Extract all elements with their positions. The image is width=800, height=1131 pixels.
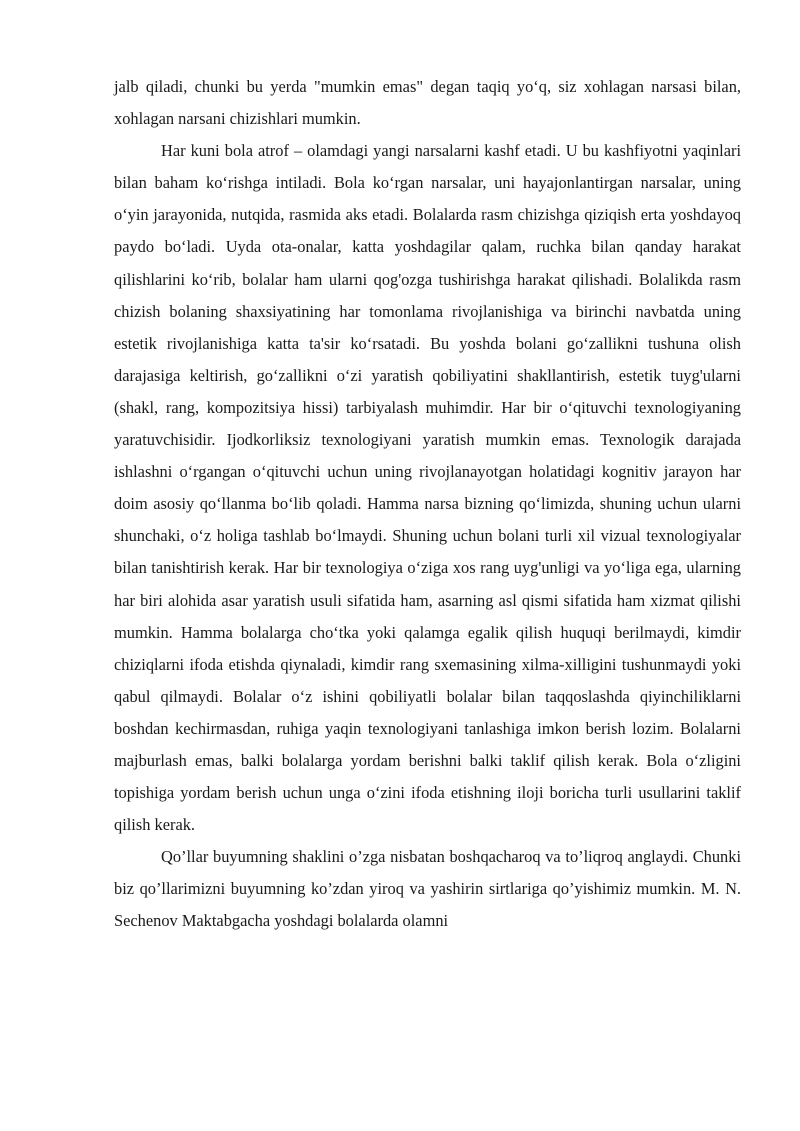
paragraph-1: jalb qiladi, chunki bu yerda "mumkin emas" degan taqiq yo‘q, siz xohlagan narsasi bilan, xohlagan narsani chizishlari mumkin. [114, 77, 741, 129]
document-page [114, 71, 741, 938]
paragraph-3: Qo’llar buyumning shaklini o’zga nisbatan boshqacharoq va to’liqroq anglaydi. Chunki biz qo’llarimizni buyumning ko’zdan yiroq va yashirin sirtlariga qo’yishimiz mumkin. M. N. Sechenov Maktabgacha yoshdagi bolalarda olamni [114, 847, 741, 931]
paragraph-2: Har kuni bola atrof – olamdagi yangi narsalarni kashf etadi. U bu kashfiyotni yaqinlari bilan baham ko‘rishga intiladi. Bola ko‘rgan narsalar, uni hayajonlantirgan narsalar, uning o‘yin jarayonida, nutqida, rasmida aks etadi. Bolalarda rasm chizishga qiziqish erta yoshdayoq paydo bo‘ladi. Uyda ota-onalar, katta yoshdagilar qalam, ruchka bilan qanday harakat qilishlarini ko‘rib, bolalar ham ularni qog'ozga tushirishga harakat qilishadi. Bolalikda rasm chizish bolaning shaxsiyatining har tomonlama rivojlanishiga va birinchi navbatda uning estetik rivojlanishiga katta ta'sir ko‘rsatadi. Bu yoshda bolani go‘zallikni tushuna olish darajasiga keltirish, go‘zallikni o‘zi yaratish qobiliyatini shakllantirish, estetik tuyg'ularni (shakl, rang, kompozitsiya hissi) tarbiyalash muhimdir. Har bir o‘qituvchi texnologiyaning yaratuvchisidir. Ijodkorliksiz texnologiyani yaratish mumkin emas. Texnologik darajada ishlashni o‘rgangan o‘qituvchi uchun uning rivojlanayotgan holatidagi kognitiv jarayon har doim asosiy qo‘llanma bo‘lib qoladi. Hamma narsa bizning qo‘limizda, shuning uchun ularni shunchaki, o‘z holiga tashlab bo‘lmaydi. Shuning uchun bolani turli xil vizual texnologiyalar bilan tanishtirish kerak. Har bir texnologiya o‘ziga xos rang uyg'unligi va yo‘liga ega, ularning har biri alohida asar yaratish usuli sifatida ham, asarning asl qismi sifatida ham xizmat qilishi mumkin. Hamma bolalarga cho‘tka yoki qalamga egalik qilish huquqi berilmaydi, kimdir chiziqlarni ifoda etishda qiynaladi, kimdir rang sxemasining xilma-xilligini tushunmaydi yoki qabul qilmaydi. Bolalar o‘z ishini qobiliyatli bolalar bilan taqqoslashda qiyinchiliklarni boshdan kechirmasdan, ruhiga yaqin texnologiyani tanlashiga imkon berish lozim. Bolalarni majburlash emas, balki bolalarga yordam berishni balki taklif qilish kerak. Bola o‘zligini topishiga yordam berish uchun unga o‘zini ifoda etishning iloji boricha turli usullarini taklif qilish kerak. [114, 141, 741, 835]
